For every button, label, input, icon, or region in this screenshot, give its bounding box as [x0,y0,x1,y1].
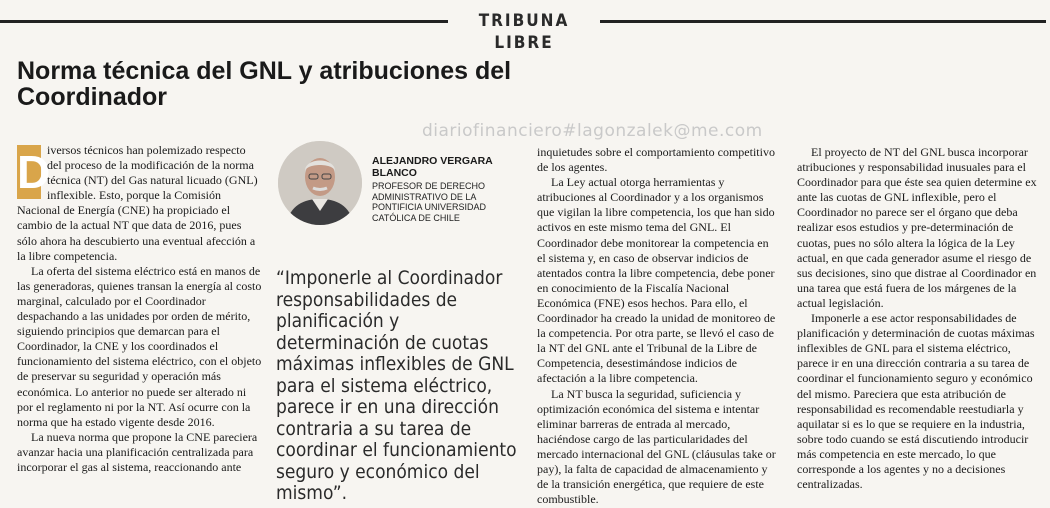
section-header [0,10,1050,53]
paragraph: iversos técnicos han polemizado respecto del proceso de la modificación de la norma técnica (NT) del Gas natural licuado (GNL) inflexible. Esto, porque la Comisión Nacional de Energía (CNE) ha propiciado el cambio de la actual NT que data de 2016, pues sólo ahora ha descubierto una eventual afección a la libre competencia. [17,143,258,263]
paragraph: inquietudes sobre el comportamiento competitivo de los agentes. [537,145,775,175]
paragraph: Imponerle a ese actor responsabilidades de planificación y determinación de cuotas máximas inflexibles de GNL para el sistema eléctrico, parece ir en una dirección contraria a su tarea de coordinar el funcionamiento seguro y económico del mismo. Pareciera que esta atribución de responsabilidad es recomendable reestudiarla y aquilatar si es lo que se requiere en la industria, sobre todo cuando se está discutiendo introducir más competencia en este mercado, lo que corresponde a los agentes y no a decisiones centralizadas. [797,311,1035,492]
author-title: PROFESOR DE DERECHO ADMINISTRATIVO DE LA PONTIFICIA UNIVERSIDAD CATÓLICA DE CHILE [372,181,487,223]
body-column-1 [17,143,262,475]
dropcap: D [17,146,51,198]
headline: Norma técnica del GNL y atribuciones del Coordinador [17,57,512,111]
author-portrait-icon [278,141,362,225]
section-rule-left [0,20,448,23]
author-photo [278,141,362,225]
paragraph: La nueva norma que propone la CNE pareciera avanzar hacia una planificación centralizada para incorporar el gas al sistema, reaccionando ante [17,429,258,474]
paragraph: El proyecto de NT del GNL busca incorporar atribuciones y responsabilidad inusuales para el Coordinador para que éste sea quien determine ex ante las cuotas de GNL inflexible, pero el Coordinador no parece ser el órgano que deba realizar esos estudios y pre-determinación de cuotas, pues no sólo altera la lógica de la Ley actual, en que cada generador asume el riesgo de sus decisiones, sino que distrae al Coordinador en una tarea que está fuera de los márgenes de la actual legislación. [797,145,1037,310]
body-column-3 [797,145,1041,492]
section-rule-right [600,20,1046,23]
body-column-2 [537,145,777,507]
watermark: diariofinanciero#lagonzalek@me.com [422,121,763,141]
paragraph: La NT busca la seguridad, suficiencia y optimización económica del sistema e intentar eliminar barreras de entrada al mercado, haciéndose cargo de las particularidades del mercado internacional del GNL (cláusulas take or pay), la falta de capacidad de almacenamiento y de la transición energética, que requiere de este combustible. [537,386,776,507]
paragraph: La Ley actual otorga herramientas y atribuciones al Coordinador y a los organismos que vigilan la libre competencia, los que han sido activos en este mismo tema del GNL. El Coordinador debe monitorear la competencia en el sistema y, en caso de observar indicios de atentados contra la libre competencia, debe poner en conocimiento de la Fiscalía Nacional Económica (FNE) esos hechos. Para ello, el Coordinador ha creado la unidad de monitoreo de la competencia. Por otra parte, se llevó el caso de la NT del GNL ante el Tribunal de la Libre de Competencia, desestimándose indicios de afectación a la libre competencia. [537,175,776,386]
author-name: ALEJANDRO VERGARA BLANCO [372,155,493,179]
pull-quote: “Imponerle al Coordinador responsabilidades de planificación y determinación de cuotas máximas inflexibles de GNL para el sistema eléctrico, parece ir en una dirección contraria a su tarea de coordinar el funcionamiento seguro y económico del mismo”. [276,267,517,504]
section-label: TRIBUNA LIBRE [478,11,570,53]
paragraph: La oferta del sistema eléctrico está en manos de las generadoras, quienes transan la energía al costo marginal, calculado por el Coordinador despachando a las unidades por orden de mérito, siguiendo principios que demarcan para el Coordinador, la CNE y los coordinados el funcionamiento del sistema eléctrico, con el objeto de preservar su seguridad y operación más económica. Lo anterior no puede ser alterado ni por el reglamento ni por la NT. Así ocurre con la norma que ha estado vigente desde 2016. [17,263,262,429]
